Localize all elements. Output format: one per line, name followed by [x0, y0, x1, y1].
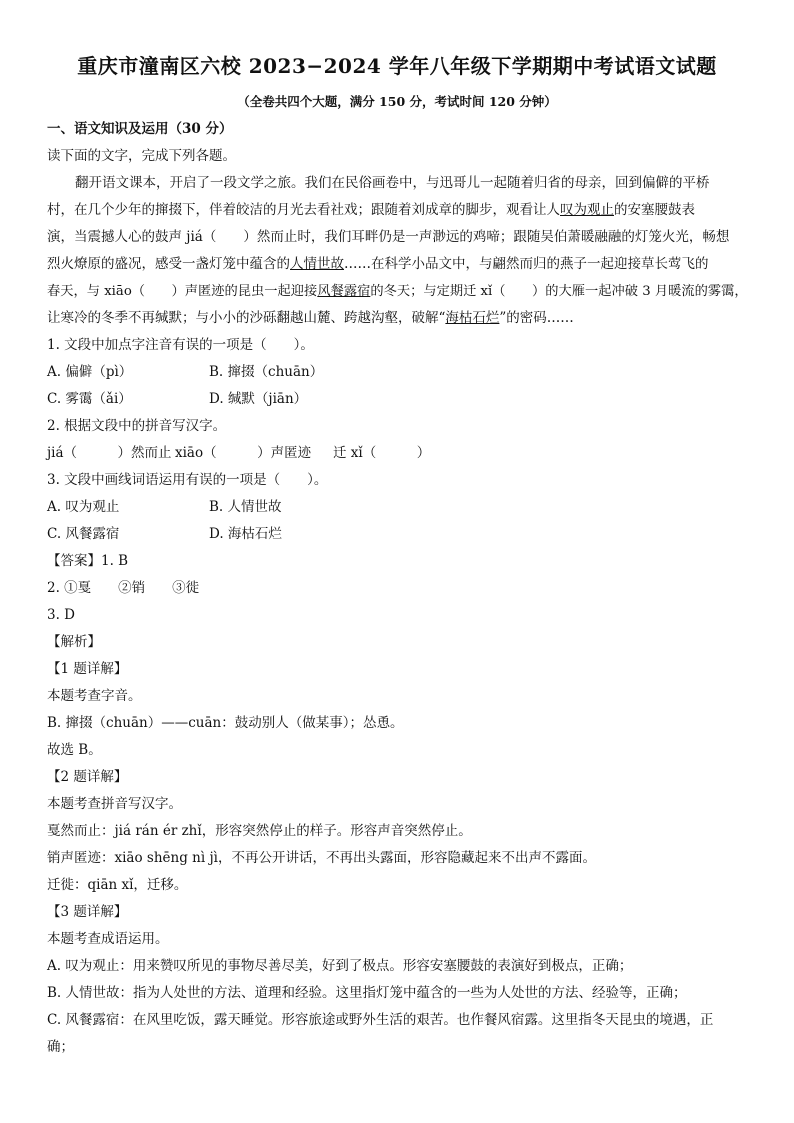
passage-line: 演，当震撼人心的鼓声 jiá（ ）然而止时，我们耳畔仍是一声渺远的鸡啼；跟随吴伯萧暖融融的灯笼火光，畅想 [47, 229, 730, 245]
document-body [47, 116, 749, 1061]
question-1-options-row [47, 386, 749, 413]
blank-2: xiāo（ ）声匿迹 [175, 445, 312, 461]
detail-2-text: 销声匿迹：xiāo shēng nì jì，不再公开讲话，不再出头露面，形容隐藏起来不出声不露面。 [47, 850, 596, 866]
detail-3-text: 确； [47, 1039, 74, 1055]
passage-text: ”的密码…… [499, 310, 574, 326]
question-2-stem: 2. 根据文段中的拼音写汉字。 [47, 418, 227, 434]
detail-3-text: A. 叹为观止：用来赞叹所见的事物尽善尽美，好到了极点。形容安塞腰鼓的表演好到极点，正确； [47, 958, 633, 974]
option-a: A. 叹为观止 [47, 499, 120, 515]
instructions: 读下面的文字，完成下列各题。 [47, 148, 236, 164]
underlined-phrase: 人情世故 [290, 256, 344, 272]
option-b: B. 撺掇（chuān） [209, 364, 324, 380]
detail-3-text: C. 风餐露宿：在风里吃饭，露天睡觉。形容旅途或野外生活的艰苦。也作餐风宿露。这里指冬天昆虫的境遇，正 [47, 1012, 714, 1028]
passage-text: 的安塞腰鼓表 [614, 202, 695, 218]
option-c: C. 风餐露宿 [47, 526, 120, 542]
answer-line [47, 548, 749, 575]
question-1-stem: 1. 文段中加点字注音有误的一项是（ ）。 [47, 337, 314, 353]
underlined-phrase: 风餐露宿 [317, 284, 371, 299]
reading-passage [47, 170, 749, 332]
detail-2-label: 【2 题详解】 [47, 769, 128, 785]
answer-label: 【答案】 [47, 553, 101, 569]
detail-1-label: 【1 题详解】 [47, 661, 128, 677]
section-heading: 一、语文知识及运用（30 分） [47, 121, 233, 137]
passage-text: 春天，与 xiāo（ ）声匿迹的昆虫一起迎接 [47, 284, 318, 299]
answer-1: 1. B [101, 553, 129, 569]
blank-1: jiá（ ）然而止 [47, 445, 172, 461]
detail-1-text: 本题考查字音。 [47, 688, 142, 704]
detail-1-text: 故选 B。 [47, 742, 102, 758]
passage-text: 让寒冷的冬季不再缄默；与小小的沙砾翻越山麓、跨越沟壑，破解“ [47, 310, 446, 326]
passage-line: 翻开语文课本，开启了一段文学之旅。我们在民俗画卷中，与迅哥儿一起随着归省的母亲，回到偏僻的平桥 [75, 175, 710, 191]
question-3-stem: 3. 文段中画线词语运用有误的一项是（ ）。 [47, 472, 328, 488]
document-title: 重庆市潼南区六校 2023−2024 学年八年级下学期期中考试语文试题 [77, 54, 717, 78]
blank-3: 迁 xǐ（ ） [333, 445, 431, 461]
detail-3-text: B. 人情世故：指为人处世的方法、道理和经验。这里指灯笼中蕴含的一些为人处世的方法、经验等，正确； [47, 985, 687, 1001]
passage-line [47, 278, 749, 305]
underlined-phrase: 海枯石烂 [445, 310, 500, 326]
passage-text: 的冬天；与定期迁 xǐ（ ）的大雁一起冲破 3 月暖流的雾霭， [370, 284, 748, 299]
passage-line [47, 305, 749, 332]
answer-2: 2. ①戛 ②销 ③徙 [47, 580, 200, 596]
document-subtitle: （全卷共四个大题，满分 150 分，考试时间 120 分钟） [237, 94, 557, 109]
detail-3-label: 【3 题详解】 [47, 904, 128, 920]
question-3-options-row [47, 521, 749, 548]
detail-1-text: B. 撺掇（chuān）——cuān：鼓动别人（做某事）；怂恿。 [47, 715, 404, 731]
question-3-options-row [47, 494, 749, 521]
passage-text: ……在科学小品文中，与翩然而归的燕子一起迎接草长莺飞的 [344, 256, 709, 272]
answer-3: 3. D [47, 607, 75, 623]
analysis-label: 【解析】 [47, 634, 101, 650]
option-b: B. 人情世故 [209, 499, 282, 515]
detail-2-text: 迁徙：qiān xǐ，迁移。 [47, 877, 188, 893]
detail-3-text: 本题考查成语运用。 [47, 931, 169, 947]
option-c: C. 雾霭（ǎi） [47, 391, 132, 407]
passage-line [47, 251, 749, 278]
detail-2-text: 戛然而止：jiá rán ér zhǐ，形容突然停止的样子。形容声音突然停止。 [47, 823, 472, 839]
option-d: D. 海枯石烂 [209, 526, 282, 542]
question-1-options-row [47, 359, 749, 386]
passage-text: 村，在几个少年的撺掇下，伴着皎洁的月光去看社戏；跟随着刘成章的脚步，观看让人 [47, 202, 560, 218]
passage-line [47, 197, 749, 224]
option-d: D. 缄默（jiān） [209, 391, 308, 407]
underlined-phrase: 叹为观止 [560, 202, 614, 218]
passage-text: 烈火燎原的盛况，感受一盏灯笼中蕴含的 [47, 256, 290, 272]
question-2-blanks [47, 440, 749, 467]
option-a: A. 偏僻（pì） [47, 364, 133, 380]
detail-2-text: 本题考查拼音写汉字。 [47, 796, 182, 812]
